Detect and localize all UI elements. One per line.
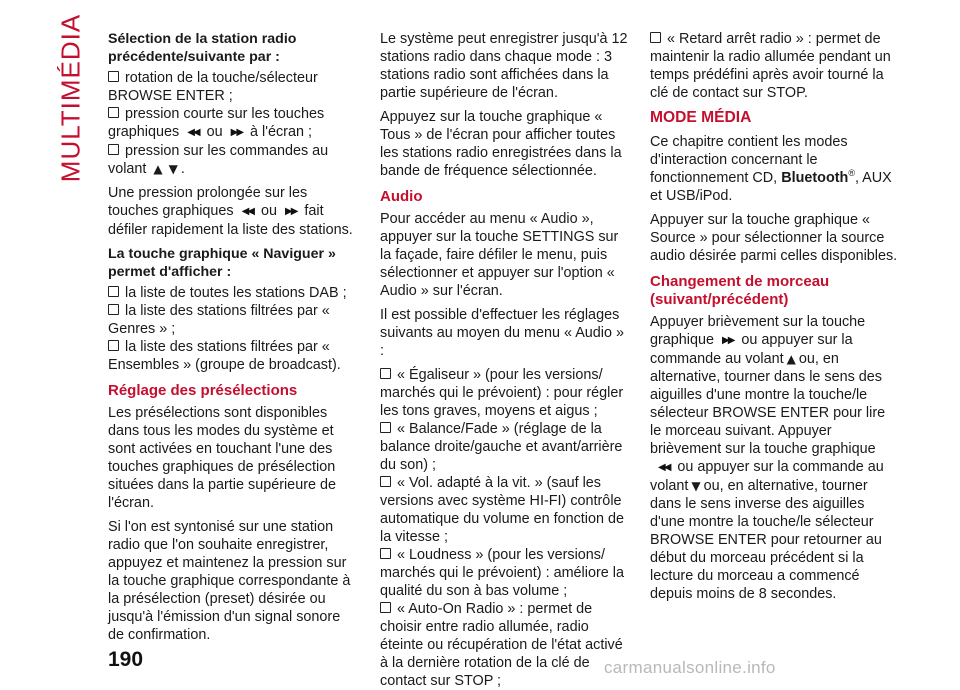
- paragraph: Une pression prolongée sur les touches graphiques ◀◀ ou ▶▶ fait défiler rapidement la liste des stations.: [108, 185, 353, 238]
- paragraph: Le système peut enregistrer jusqu'à 12 stations radio dans chaque mode : 3 stations radio sont affichées dans la partie supérieure de l'écran.: [380, 31, 628, 101]
- next-track-icon: ▶▶: [230, 127, 243, 138]
- checkbox-bullet-icon: [108, 144, 119, 155]
- paragraph: Ce chapitre contient les modes d'interaction concernant le fonctionnement CD, Bluetooth®, AUX et USB/iPod.: [650, 134, 892, 204]
- watermark: carmanualsonline.info: [604, 658, 776, 677]
- list-item: « Retard arrêt radio » : permet de maintenir la radio allumée pendant un temps prédéfini après avoir tourné la clé de contact sur STOP.: [650, 31, 891, 101]
- list-item: la liste des stations filtrées par « Genres » ;: [108, 303, 330, 337]
- prev-track-icon: ◀◀: [187, 127, 199, 138]
- prev-track-icon: ◀◀: [241, 206, 253, 217]
- column-3: [650, 30, 900, 609]
- next-track-icon: ▶▶: [722, 335, 734, 346]
- paragraph: Appuyer sur la touche graphique « Source » pour sélectionner la source audio désirée parmi celles disponibles.: [650, 212, 898, 264]
- list-item: la liste des stations filtrées par « Ensembles » (groupe de broadcast).: [108, 339, 341, 373]
- list-item: « Égaliseur » (pour les versions/ marchés qui le prévoient) : pour régler les tons graves, moyens et aigus ;: [380, 367, 624, 419]
- paragraph: Les présélections sont disponibles dans tous les modes du système et sont activées en touchant l'une des touches graphiques de présélection situées dans la partie supérieure de l'écran.: [108, 405, 336, 511]
- list-item: « Balance/Fade » (réglage de la balance droite/gauche et avant/arrière du son) ;: [380, 421, 623, 473]
- checkbox-bullet-icon: [108, 304, 119, 315]
- prev-track-icon: ◀◀: [658, 462, 670, 473]
- heading-media-mode: MODE MÉDIA: [650, 109, 752, 126]
- checkbox-bullet-icon: [380, 602, 391, 613]
- paragraph: Appuyez sur la touche graphique « Tous » de l'écran pour afficher toutes les stations radio enregistrées dans la bande de fréquence sélectionnée.: [380, 109, 622, 179]
- next-track-icon: ▶▶: [285, 206, 297, 217]
- checkbox-bullet-icon: [650, 32, 661, 43]
- list-item: pression sur les commandes au volant ▲ ▼ .: [108, 143, 329, 177]
- checkbox-bullet-icon: [380, 476, 391, 487]
- triangle-down-icon: ▼: [691, 479, 701, 493]
- list-item: « Auto-On Radio » : permet de choisir entre radio allumée, radio éteinte ou récupération de l'état activé à la dernière rotation de la clé de contact sur STOP ;: [380, 601, 623, 689]
- heading-station-selection: Sélection de la station radio précédente/suivante par :: [108, 31, 297, 65]
- list-item: la liste de toutes les stations DAB ;: [108, 284, 354, 302]
- triangle-up-icon: ▲: [153, 162, 163, 176]
- section-side-label-text: MULTIMÉDIA: [55, 13, 86, 183]
- triangle-up-icon: ▲: [786, 352, 796, 366]
- heading-navigate: La touche graphique « Naviguer » permet d'afficher :: [108, 246, 336, 280]
- heading-track-change: Changement de morceau (suivant/précédent): [650, 273, 830, 308]
- checkbox-bullet-icon: [108, 286, 119, 297]
- heading-presets: Réglage des présélections: [108, 382, 298, 399]
- checkbox-bullet-icon: [380, 422, 391, 433]
- list-item: « Vol. adapté à la vit. » (sauf les versions avec système HI-FI) contrôle automatique du volume en fonction de la vitesse ;: [380, 475, 625, 545]
- paragraph: Il est possible d'effectuer les réglages suivants au moyen du menu « Audio » :: [380, 307, 625, 359]
- checkbox-bullet-icon: [108, 340, 119, 351]
- section-side-label: [55, 13, 86, 183]
- list-item: pression courte sur les touches graphiques ◀◀ ou ▶▶ à l'écran ;: [108, 106, 325, 140]
- list-item: rotation de la touche/sélecteur BROWSE ENTER ;: [108, 70, 318, 104]
- list-item: « Loudness » (pour les versions/ marchés qui le prévoient) : améliore la qualité du son à bas volume ;: [380, 547, 624, 599]
- column-2: [380, 30, 628, 690]
- page-number: 190: [108, 648, 144, 671]
- paragraph: Appuyer brièvement sur la touche graphique ▶▶ ou appuyer sur la commande au volant ▲ ou, en alternative, tourner dans le sens des aiguilles d'une montre la touche/le sélecteur BROWSE ENTER pour lire le morceau suivant. Appuyer brièvement sur la touche graphique◀◀ ou appuyer sur la commande au volant ▼ ou, en alternative, tourner dans le sens inverse des aiguilles d'une montre la touche/le sélecteur BROWSE ENTER pour retourner au début du morceau précédent si la lecture du morceau a commencé depuis moins de 8 secondes.: [650, 314, 886, 602]
- paragraph: Si l'on est syntonisé sur une station radio que l'on souhaite enregistrer, appuyez et maintenez la pression sur la touche graphique correspondante à la présélection (preset) désirée ou jusqu'à l'émission d'un signal sonore de confirmation.: [108, 519, 351, 643]
- heading-audio: Audio: [380, 188, 423, 205]
- checkbox-bullet-icon: [108, 107, 119, 118]
- column-1: [108, 30, 354, 650]
- triangle-down-icon: ▼: [168, 162, 178, 176]
- checkbox-bullet-icon: [108, 71, 119, 82]
- checkbox-bullet-icon: [380, 368, 391, 379]
- checkbox-bullet-icon: [380, 548, 391, 559]
- paragraph: Pour accéder au menu « Audio », appuyer sur la touche SETTINGS sur la façade, faire défiler le menu, puis sélectionner et appuyer sur l'option « Audio » sur l'écran.: [380, 211, 619, 299]
